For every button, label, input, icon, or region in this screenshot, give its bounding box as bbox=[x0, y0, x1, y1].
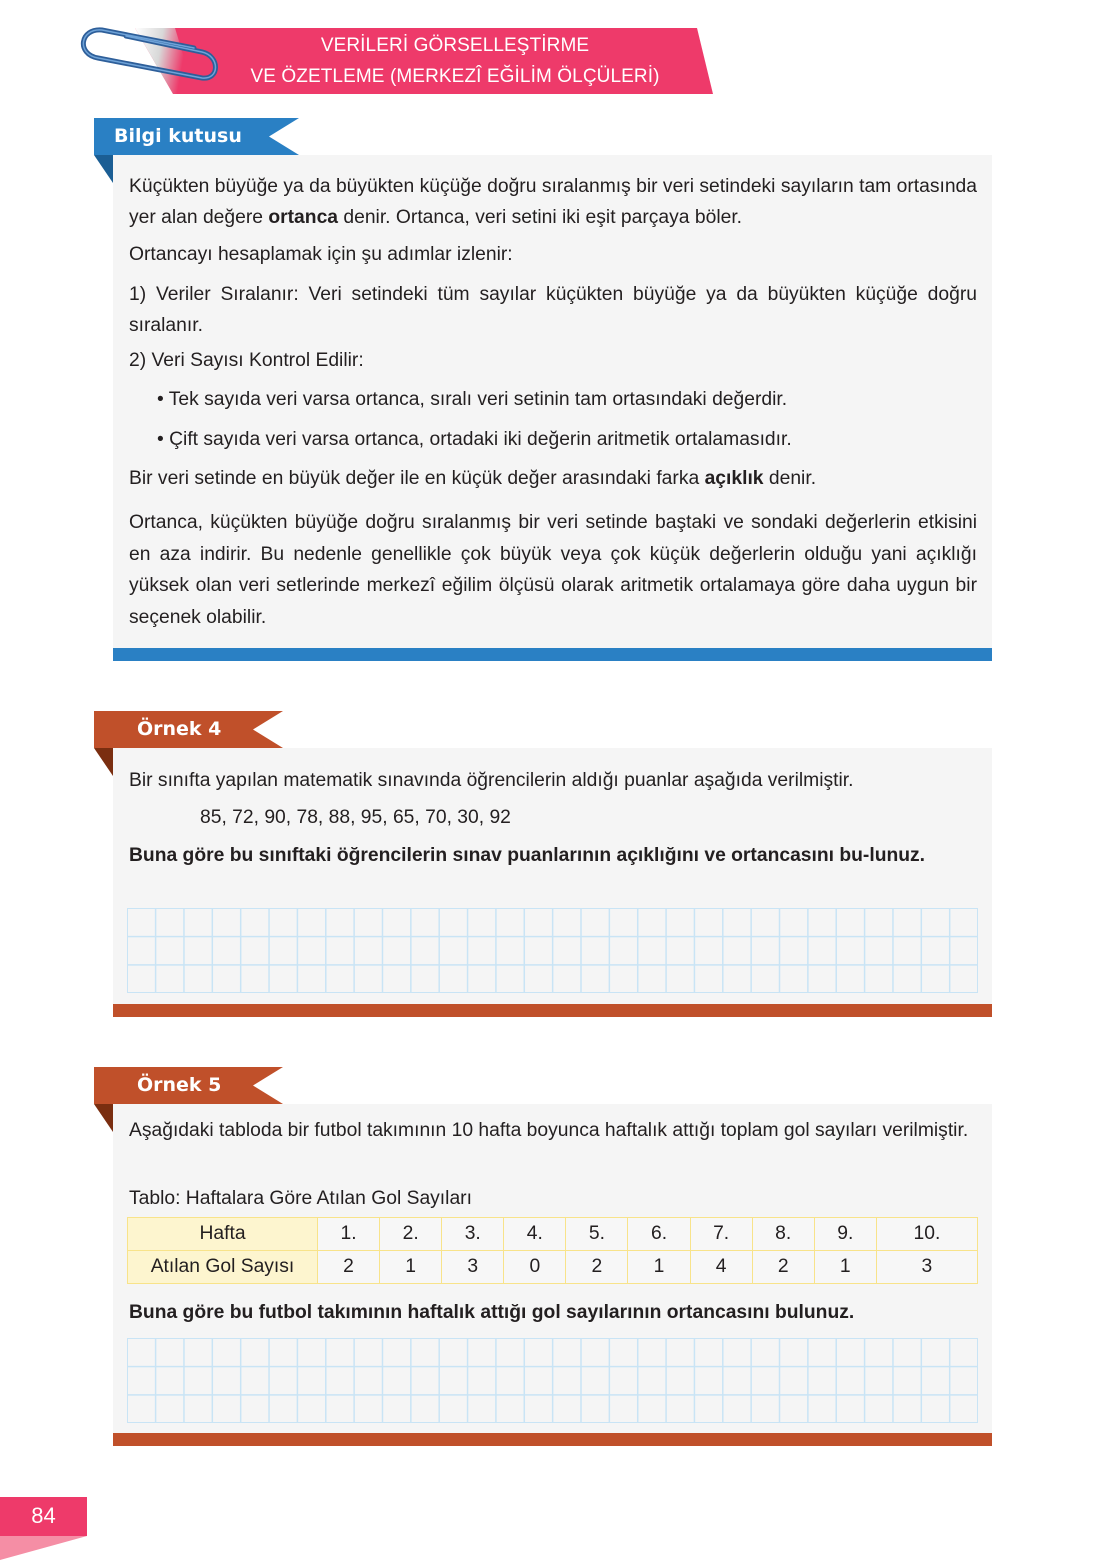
example-4-answer-grid[interactable] bbox=[127, 908, 978, 993]
info-bullet-2: • Çift sayıda veri varsa ortanca, ortadaki iki değerin aritmetik ortalamasıdır. bbox=[157, 429, 792, 450]
title-line-2: VE ÖZETLEME (MERKEZÎ EĞİLİM ÖLÇÜLERİ) bbox=[250, 66, 660, 87]
ribbon-fold bbox=[94, 748, 113, 776]
info-paragraph-median-note: Ortanca, küçükten büyüğe doğru sıralanmış bir veri setinde baştaki ve sondaki değerlerin etkisini en aza indirir. Bu nedenle genellikle çok büyük veya çok küçük değerlerin olduğu yani açıklığı yüksek olan veri setlerinde merkezî eğilim ölçüsü olarak aritmetik ortalamaya göre daha uygun bir seçenek olabilir. bbox=[129, 512, 977, 628]
week-cell: 7. bbox=[690, 1218, 752, 1251]
goal-cell: 1 bbox=[628, 1251, 690, 1284]
row-header-goals: Atılan Gol Sayısı bbox=[128, 1251, 318, 1284]
example-4-label: Örnek 4 bbox=[137, 718, 222, 740]
info-paragraph-range: Bir veri setinde en büyük değer ile en küçük değer arasındaki farka açıklık denir. bbox=[129, 468, 817, 489]
table-row-weeks bbox=[128, 1218, 978, 1251]
week-cell: 1. bbox=[318, 1218, 380, 1251]
week-cell: 5. bbox=[566, 1218, 628, 1251]
info-paragraph-1: Küçükten büyüğe ya da büyükten küçüğe doğru sıralanmış bir veri setindeki sayıların tam ortasında yer alan değere ortanca denir. Ortanca, veri setini iki eşit parçaya böler. bbox=[129, 176, 977, 228]
goal-cell: 1 bbox=[814, 1251, 876, 1284]
title-line-1: VERİLERİ GÖRSELLEŞTİRME bbox=[320, 35, 590, 56]
week-cell: 9. bbox=[814, 1218, 876, 1251]
info-step-2: 2) Veri Sayısı Kontrol Edilir: bbox=[129, 350, 364, 371]
week-cell: 2. bbox=[380, 1218, 442, 1251]
example-4-question: Buna göre bu sınıftaki öğrencilerin sınav puanlarının açıklığını ve ortancasını bu-lunuz. bbox=[129, 845, 926, 866]
goals-table bbox=[127, 1217, 978, 1284]
goal-cell: 1 bbox=[380, 1251, 442, 1284]
goal-cell: 2 bbox=[752, 1251, 814, 1284]
info-box-ribbon bbox=[94, 118, 299, 155]
example-5-intro: Aşağıdaki tabloda bir futbol takımının 10 hafta boyunca haftalık attığı toplam gol sayıları verilmiştir. bbox=[129, 1120, 969, 1141]
info-box-label: Bilgi kutusu bbox=[114, 125, 242, 147]
goal-cell: 0 bbox=[504, 1251, 566, 1284]
example-5-table-caption: Tablo: Haftalara Göre Atılan Gol Sayıları bbox=[129, 1188, 472, 1209]
example-5-ribbon bbox=[94, 1067, 283, 1104]
example-4-bottom-bar bbox=[113, 1004, 992, 1017]
goal-cell: 2 bbox=[566, 1251, 628, 1284]
example-5-bottom-bar bbox=[113, 1433, 992, 1446]
example-5-question: Buna göre bu futbol takımının haftalık attığı gol sayılarının ortancasını bulunuz. bbox=[129, 1302, 855, 1323]
page-number: 84 bbox=[0, 1497, 87, 1536]
page-title bbox=[200, 30, 710, 92]
ribbon-fold bbox=[94, 155, 113, 183]
week-cell: 8. bbox=[752, 1218, 814, 1251]
info-bullet-1: • Tek sayıda veri varsa ortanca, sıralı veri setinin tam ortasındaki değerdir. bbox=[157, 389, 788, 410]
page-number-tail bbox=[0, 1536, 87, 1560]
example-4-intro: Bir sınıfta yapılan matematik sınavında öğrencilerin aldığı puanlar aşağıda verilmiştir. bbox=[129, 770, 854, 791]
week-cell: 10. bbox=[876, 1218, 977, 1251]
table-row-goals bbox=[128, 1251, 978, 1284]
ribbon-fold bbox=[94, 1104, 113, 1132]
goal-cell: 3 bbox=[876, 1251, 977, 1284]
week-cell: 4. bbox=[504, 1218, 566, 1251]
example-5-label: Örnek 5 bbox=[137, 1074, 222, 1096]
info-step-1: 1) Veriler Sıralanır: Veri setindeki tüm sayılar küçükten büyüğe ya da büyükten küçüğe doğru sıralanır. bbox=[129, 284, 977, 336]
week-cell: 3. bbox=[442, 1218, 504, 1251]
goal-cell: 3 bbox=[442, 1251, 504, 1284]
goal-cell: 2 bbox=[318, 1251, 380, 1284]
example-5-answer-grid[interactable] bbox=[127, 1338, 978, 1423]
info-box-bottom-bar bbox=[113, 648, 992, 661]
row-header-week: Hafta bbox=[128, 1218, 318, 1251]
goal-cell: 4 bbox=[690, 1251, 752, 1284]
example-4-scores: 85, 72, 90, 78, 88, 95, 65, 70, 30, 92 bbox=[200, 807, 511, 828]
info-paragraph-2: Ortancayı hesaplamak için şu adımlar izlenir: bbox=[129, 244, 513, 265]
week-cell: 6. bbox=[628, 1218, 690, 1251]
example-4-ribbon bbox=[94, 711, 283, 748]
